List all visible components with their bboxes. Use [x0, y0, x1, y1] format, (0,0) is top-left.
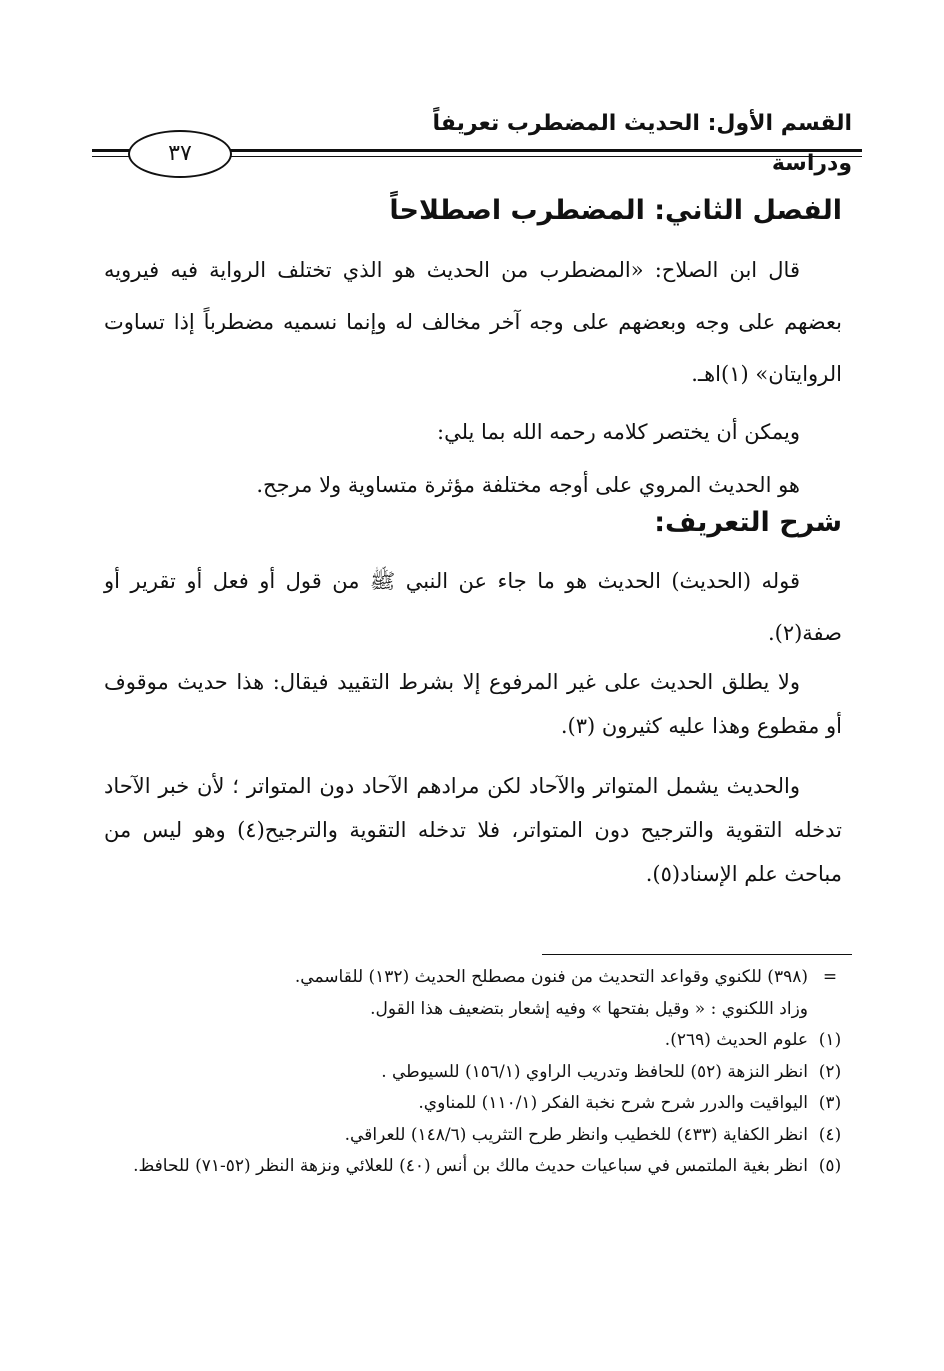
paragraph-restriction — [104, 660, 842, 748]
footnote-text: (٣٩٨) للكنوي وقواعد التحديث من فنون مصطلح الحديث (١٣٢) للقاسمي. — [294, 967, 808, 987]
footnote-2 — [100, 1057, 852, 1089]
explanation-heading: شرح التعريف: — [654, 507, 842, 538]
footnote-mark: (٥) — [818, 1156, 842, 1176]
footnote-text: انظر النزهة (٥٢) للحافظ وتدريب الراوي (١٥٦/١) للسيوطي . — [381, 1061, 808, 1082]
paragraph-text: ويمكن أن يختصر كلامه رحمه الله بما يلي: — [437, 420, 800, 444]
footnote-text: وزاد اللكنوي : « وقيل بفتحها » وفيه إشعار بتضعيف هذا القول. — [370, 998, 808, 1019]
paragraph-text: قال ابن الصلاح: «المضطرب من الحديث هو الذي تختلف الرواية فيه فيرويه بعضهم على وجه وبعضهم على وجه آخر مخالف له وإنما نسميه مضطرباً إذا تساوت الروايتان» (١)اهـ. — [104, 258, 842, 386]
footnotes — [100, 962, 852, 1183]
footnote-text: انظر بغية الملتمس في سباعيات حديث مالك بن أنس (٤٠) للعلائي ونزهة النظر (٥٢-٧١) للحافظ. — [133, 1156, 808, 1176]
paragraph-summary — [104, 406, 842, 512]
paragraph-text: ولا يطلق الحديث على غير المرفوع إلا بشرط التقييد فيقال: هذا حديث موقوف أو مقطوع وهذا عليه كثيرون (٣). — [104, 670, 842, 738]
footnote-continued — [100, 962, 852, 994]
paragraph-text: هو الحديث المروي على أوجه مختلفة مؤثرة متساوية ولا مرجح. — [256, 473, 800, 497]
footnote-mark: (٤) — [818, 1124, 842, 1145]
footnote-3 — [100, 1088, 852, 1120]
footnote-4 — [100, 1120, 852, 1152]
paragraph-hadith-meaning — [104, 555, 842, 659]
running-header-title: القسم الأول: الحديث المضطرب تعريفاً ودراسة — [432, 111, 852, 176]
footnote-text: انظر الكفاية (٤٣٣) للخطيب وانظر طرح التثريب (١٤٨/٦) للعراقي. — [344, 1124, 808, 1145]
paragraph-text: قوله (الحديث) الحديث هو ما جاء عن النبي ﷺ من قول أو فعل أو تقرير أو صفة(٢). — [104, 569, 842, 645]
footnote-5 — [100, 1151, 852, 1183]
footnote-mark: (٣) — [818, 1093, 842, 1113]
footnote-mark: (١) — [818, 1030, 842, 1050]
footnote-text: اليواقيت والدرر شرح شرح نخبة الفكر (١١٠/١) للمناوي. — [418, 1093, 808, 1113]
paragraph-text: والحديث يشمل المتواتر والآحاد لكن مرادهم الآحاد دون المتواتر ؛ لأن خبر الآحاد تدخله التقوية والترجيح دون المتواتر، فلا تدخله التقوية والترجيح(٤) وهو ليس من مباحث علم الإسناد(٥). — [104, 774, 842, 886]
footnote-1 — [100, 1025, 852, 1057]
footnote-mark: = — [822, 967, 838, 987]
footnote-continued-line — [100, 994, 852, 1026]
footnote-separator — [542, 954, 852, 955]
paragraph-mutawatir-ahad — [104, 764, 842, 896]
page-number: ٣٧ — [128, 130, 232, 178]
paragraph-definition-quote — [104, 244, 842, 400]
footnote-mark: (٢) — [818, 1061, 842, 1082]
chapter-heading: الفصل الثاني: المضطرب اصطلاحاً — [389, 195, 842, 226]
footnote-text: علوم الحديث (٢٦٩). — [664, 1030, 808, 1050]
